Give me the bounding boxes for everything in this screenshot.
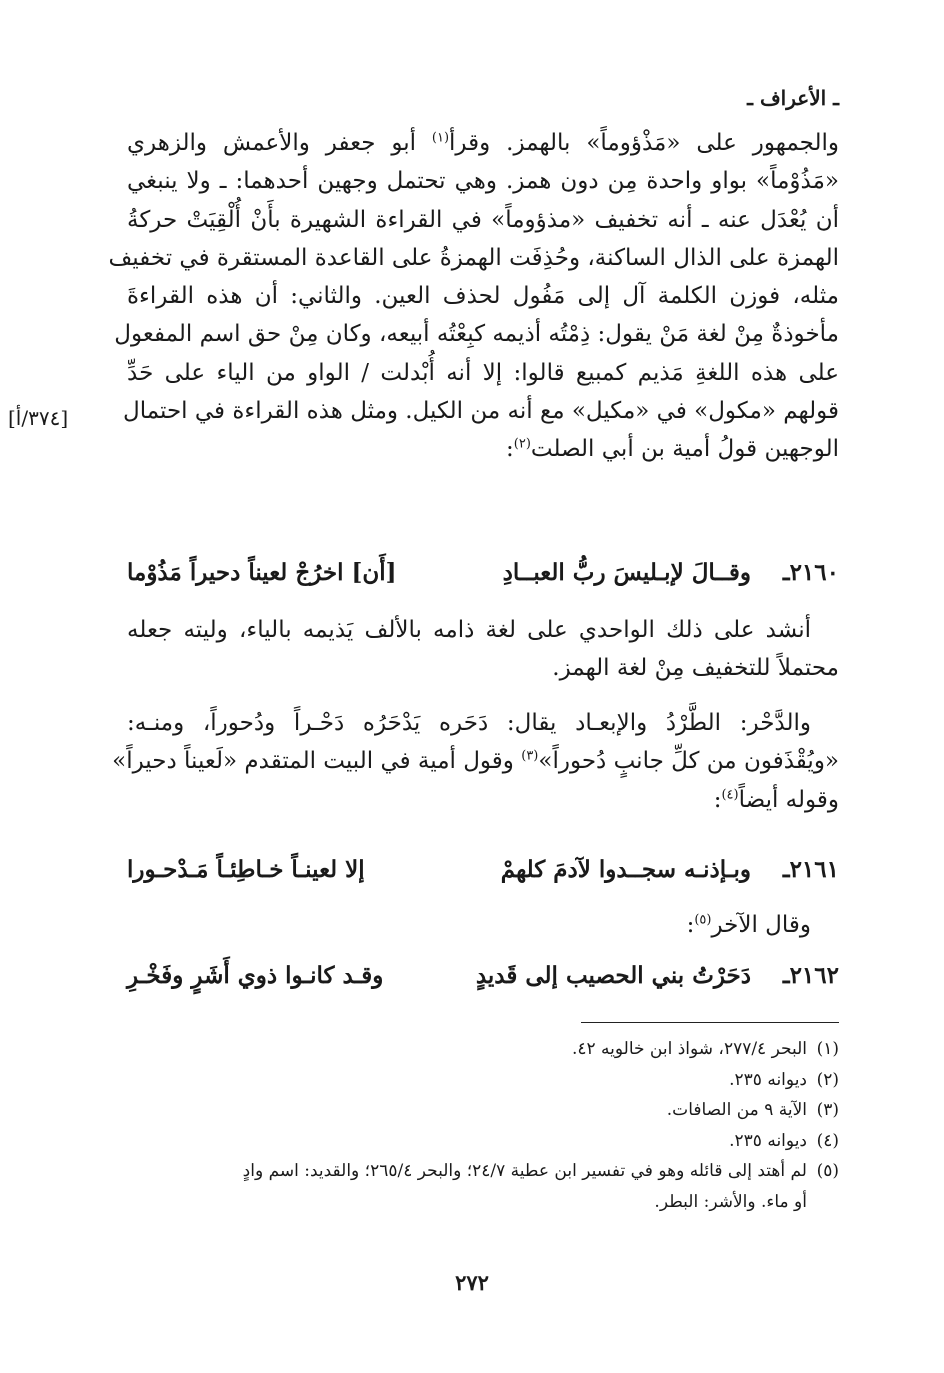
footnote bbox=[127, 1156, 839, 1187]
page-number: ٢٧٢ bbox=[455, 1270, 489, 1295]
text-line: «مَذُوْماً» بواو واحدة مِن دون همز. وهي تحتمل وجهين أحدهما: ـ ولا ينبغي bbox=[127, 168, 839, 195]
footnote bbox=[127, 1065, 839, 1096]
footnote-marker: (١) bbox=[431, 130, 450, 146]
text-line: محتملاً للتخفيف مِنْ لغة الهمز. bbox=[552, 655, 839, 682]
footnote-separator bbox=[581, 1022, 839, 1023]
intro-line bbox=[127, 906, 839, 944]
verse-first-hemistich: دَحَرْتُ بني الحصيب إلى قَديدٍ bbox=[475, 962, 751, 989]
footnote-marker: (٤) bbox=[721, 786, 739, 802]
text-line: والجمهور على «مَذْؤوماً» بالهمز. وقرأ$^{(١)}$ أبو جعفر والأعمش والزهري bbox=[127, 130, 839, 156]
text-line: «ويُقْذَفون من كلِّ جانبٍ دُحوراً»$^{(٣)}$ وقول أمية في البيت المتقدم «لَعيناً دحيراً» bbox=[112, 748, 839, 775]
verse-second-hemistich: إلا لعينـاً خـاطِئـاً مَـدْحـورا bbox=[127, 856, 365, 883]
running-header: ـ الأعراف ـ bbox=[747, 86, 839, 110]
footnote bbox=[127, 1126, 839, 1157]
text-line: والدَّحْر: الطَّرْدُ والإبعـاد يقال: دَحَره يَدْحَرُه دَحْـراً ودُحوراً، ومنـه: bbox=[127, 710, 811, 736]
text-line: الوجهين قولُ أمية بن أبي الصلت$^{(٢)}$: bbox=[506, 436, 839, 463]
footnotes bbox=[127, 1034, 839, 1218]
footnote-number: (٢) bbox=[816, 1069, 839, 1090]
text-line: قولهم «مكول» في «مكيل» مع أنه من الكيل. ومثل هذه القراءة في احتمال bbox=[123, 398, 839, 425]
footnote-number: (٥) bbox=[816, 1161, 839, 1182]
footnote-marker: (٥) bbox=[694, 912, 712, 928]
footnote-number: (٤) bbox=[816, 1130, 839, 1151]
footnote-text: الآية ٩ من الصافات. bbox=[666, 1100, 807, 1121]
verse-2161 bbox=[127, 850, 839, 890]
footnote-text: لم أهتد إلى قائله وهو في تفسير ابن عطية ٢٤/٧؛ والبحر ٢٦٥/٤؛ والقديد: اسم وادٍ bbox=[242, 1161, 807, 1182]
footnote-number: (٣) bbox=[816, 1100, 839, 1121]
paragraph-wahidi bbox=[127, 611, 839, 688]
footnote-number: (١) bbox=[816, 1039, 839, 1059]
text-line: أنشد على ذلك الواحدي على لغة ذامه بالألف يَذيمه بالياء، وليته جعله bbox=[127, 617, 811, 643]
text-line: مثله، فوزن الكلمة آل إلى مَفُول لحذف العين. والثاني: أن هذه القراءةَ bbox=[127, 283, 839, 310]
footnote bbox=[127, 1034, 839, 1065]
text-line: أن يُعْدَل عنه ـ أنه تخفيف «مذؤوماً» في القراءة الشهيرة بأَنْ أُلْقِيَتْ حركةُ bbox=[127, 206, 839, 233]
footnote-text: ديوانه ٢٣٥. bbox=[729, 1069, 807, 1090]
footnote-continuation: أو ماء. والأشر: البطر. bbox=[654, 1191, 807, 1212]
text-line: مأخوذةٌ مِنْ لغة مَنْ يقول: ذِمْتُه أذيمه كبِعْتُه أبيعه، وكان مِنْ حق اسم المفعول bbox=[114, 321, 839, 348]
verse-first-hemistich: وبـإذنـه سجــدوا لآدمَ كلهمْ bbox=[500, 856, 751, 883]
text-line: وقال الآخر$^{(٥)}$: bbox=[686, 912, 811, 938]
footnote-text: ديوانه ٢٣٥. bbox=[729, 1130, 807, 1151]
verse-number: ٢١٦٢ـ bbox=[782, 962, 839, 989]
verse-second-hemistich: [أَن] اخرُجْ لعيناً دحيراً مَذُوْما bbox=[127, 559, 397, 586]
verse-number: ٢١٦٠ـ bbox=[782, 559, 839, 586]
paragraph-dahr bbox=[112, 704, 839, 819]
verse-number: ٢١٦١ـ bbox=[782, 856, 839, 883]
manuscript-folio-note: [٣٧٤/أ] bbox=[8, 406, 69, 430]
verse-second-hemistich: وقـد كانـوا ذوي أَشَرٍ وفَخْـرِ bbox=[127, 962, 384, 989]
footnote-marker: (٢) bbox=[513, 436, 531, 452]
footnote-marker: (٣) bbox=[521, 748, 539, 764]
main-paragraph bbox=[108, 124, 839, 469]
verse-2162 bbox=[127, 956, 839, 996]
text-line: على هذه اللغةِ مَذيم كمبيع قالوا: إلا أنه أُبْدلت / الواو من الياء على حَدِّ bbox=[127, 359, 839, 386]
footnote-text: البحر ٢٧٧/٤، شواذ ابن خالويه ٤٢. bbox=[571, 1039, 807, 1059]
verse-first-hemistich: وقــالَ لإبـليسَ ربُّ العبــادِ bbox=[502, 559, 751, 586]
text-line: الهمزة على الذال الساكنة، وحُذِفَت الهمزةُ على القاعدة المستقرة في تخفيف bbox=[108, 244, 839, 271]
text-line: وقوله أيضاً$^{(٤)}$: bbox=[713, 786, 839, 813]
verse-2160 bbox=[127, 553, 839, 593]
footnote bbox=[127, 1095, 839, 1126]
